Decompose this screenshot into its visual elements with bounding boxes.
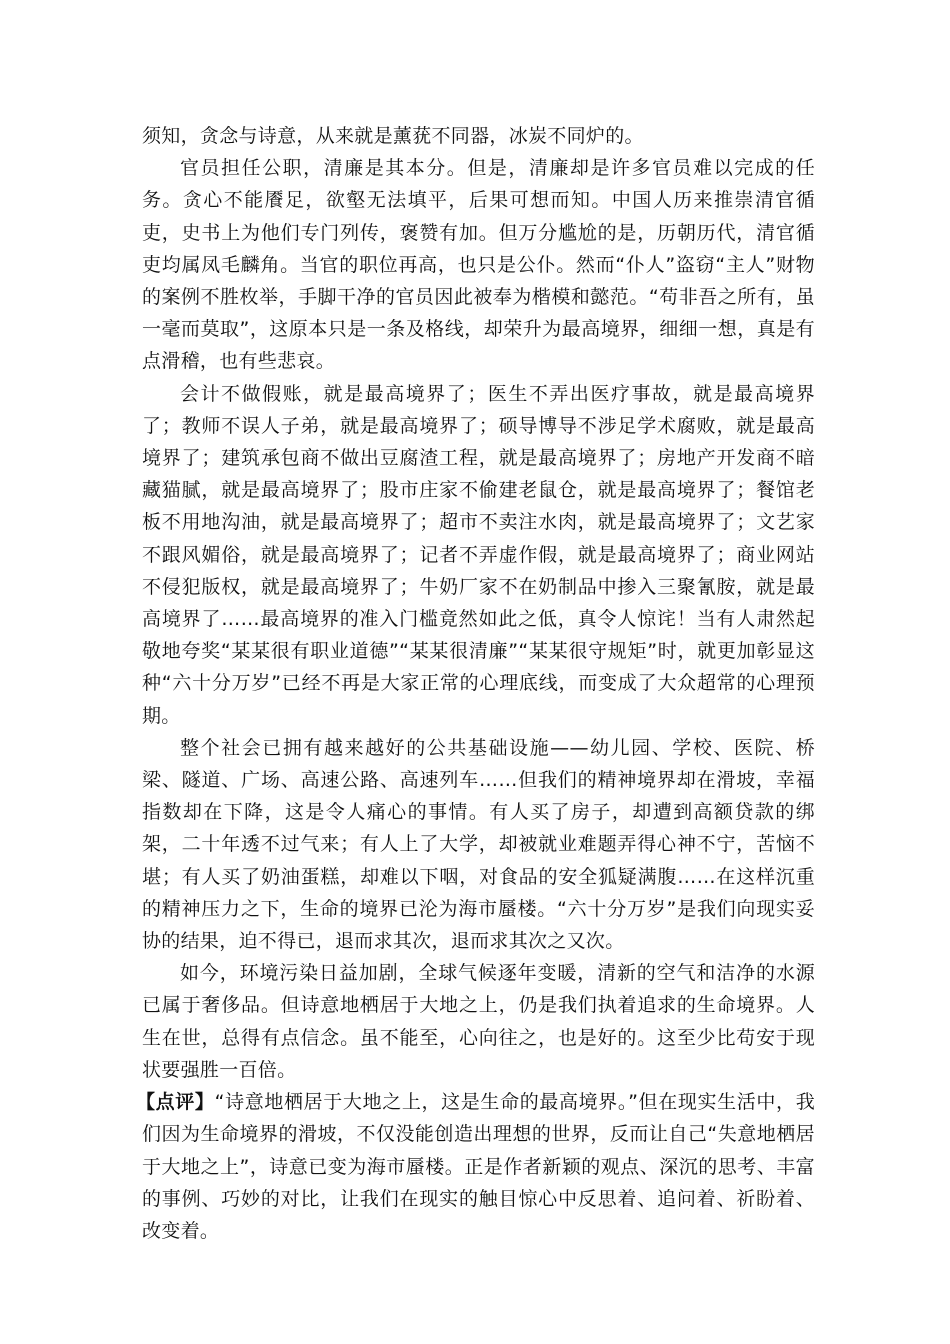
comment-paragraph	[136, 1086, 815, 1247]
paragraph-5: 如今，环境污染日益加剧，全球气候逐年变暖，清新的空气和洁净的水源已属于奢侈品。但诗意地栖居于大地之上，仍是我们执着追求的生命境界。人生在世，总得有点信念。虽不能至，心向往之，也是好的。这至少比苟安于现状要强胜一百倍。	[142, 962, 815, 1081]
paragraph-3: 会计不做假账，就是最高境界了；医生不弄出医疗事故，就是最高境界了；教师不误人子弟，就是最高境界了；硕导博导不涉足学术腐败，就是最高境界了；建筑承包商不做出豆腐渣工程，就是最高境界了；房地产开发商不暗藏猫腻，就是最高境界了；股市庄家不偷建老鼠仓，就是最高境界了；餐馆老板不用地沟油，就是最高境界了；超市不卖注水肉，就是最高境界了；文艺家不跟风媚俗，就是最高境界了；记者不弄虚作假，就是最高境界了；商业网站不侵犯版权，就是最高境界了；牛奶厂家不在奶制品中掺入三聚氰胺，就是最高境界了……最高境界的准入门槛竟然如此之低，真令人惊诧！当有人肃然起敬地夸奖“某某很有职业道德”“某某很清廉”“某某很守规矩”时，就更加彰显这种“六十分万岁”已经不再是大家正常的心理底线，而变成了大众超常的心理预期。	[142, 382, 815, 727]
document-body	[136, 120, 815, 1247]
comment-text: “诗意地栖居于大地之上，这是生命的最高境界。”但在现实生活中，我们因为生命境界的滑坡，不仅没能创造出理想的世界，反而让自己“失意地栖居于大地之上”，诗意已变为海市蜃楼。正是作者新颖的观点、深沉的思考、丰富的事例、巧妙的对比，让我们在现实的触目惊心中反思着、追问着、祈盼着、改变着。	[142, 1091, 815, 1242]
comment-label: 【点评】	[136, 1091, 215, 1114]
paragraph-2: 官员担任公职，清廉是其本分。但是，清廉却是许多官员难以完成的任务。贪心不能餍足，欲壑无法填平，后果可想而知。中国人历来推崇清官循吏，史书上为他们专门列传，褒赞有加。但万分尴尬的是，历朝历代，清官循吏均属凤毛麟角。当官的职位再高，也只是公仆。然而“仆人”盗窃“主人”财物的案例不胜枚举，手脚干净的官员因此被奉为楷模和懿范。“苟非吾之所有，虽一毫而莫取”，这原本只是一条及格线，却荣升为最高境界，细细一想，真是有点滑稽，也有些悲哀。	[142, 157, 815, 373]
paragraph-4: 整个社会已拥有越来越好的公共基础设施——幼儿园、学校、医院、桥梁、隧道、广场、高速公路、高速列车……但我们的精神境界却在滑坡，幸福指数却在下降，这是令人痛心的事情。有人买了房子，却遭到高额贷款的绑架，二十年透不过气来；有人上了大学，却被就业难题弄得心神不宁，苦恼不堪；有人买了奶油蛋糕，却难以下咽，对食品的安全狐疑满腹……在这样沉重的精神压力之下，生命的境界已沦为海市蜃楼。“六十分万岁”是我们向现实妥协的结果，迫不得已，退而求其次，退而求其次之又次。	[142, 736, 815, 953]
paragraph-1: 须知，贪念与诗意，从来就是薰莸不同器，冰炭不同炉的。	[142, 125, 644, 147]
